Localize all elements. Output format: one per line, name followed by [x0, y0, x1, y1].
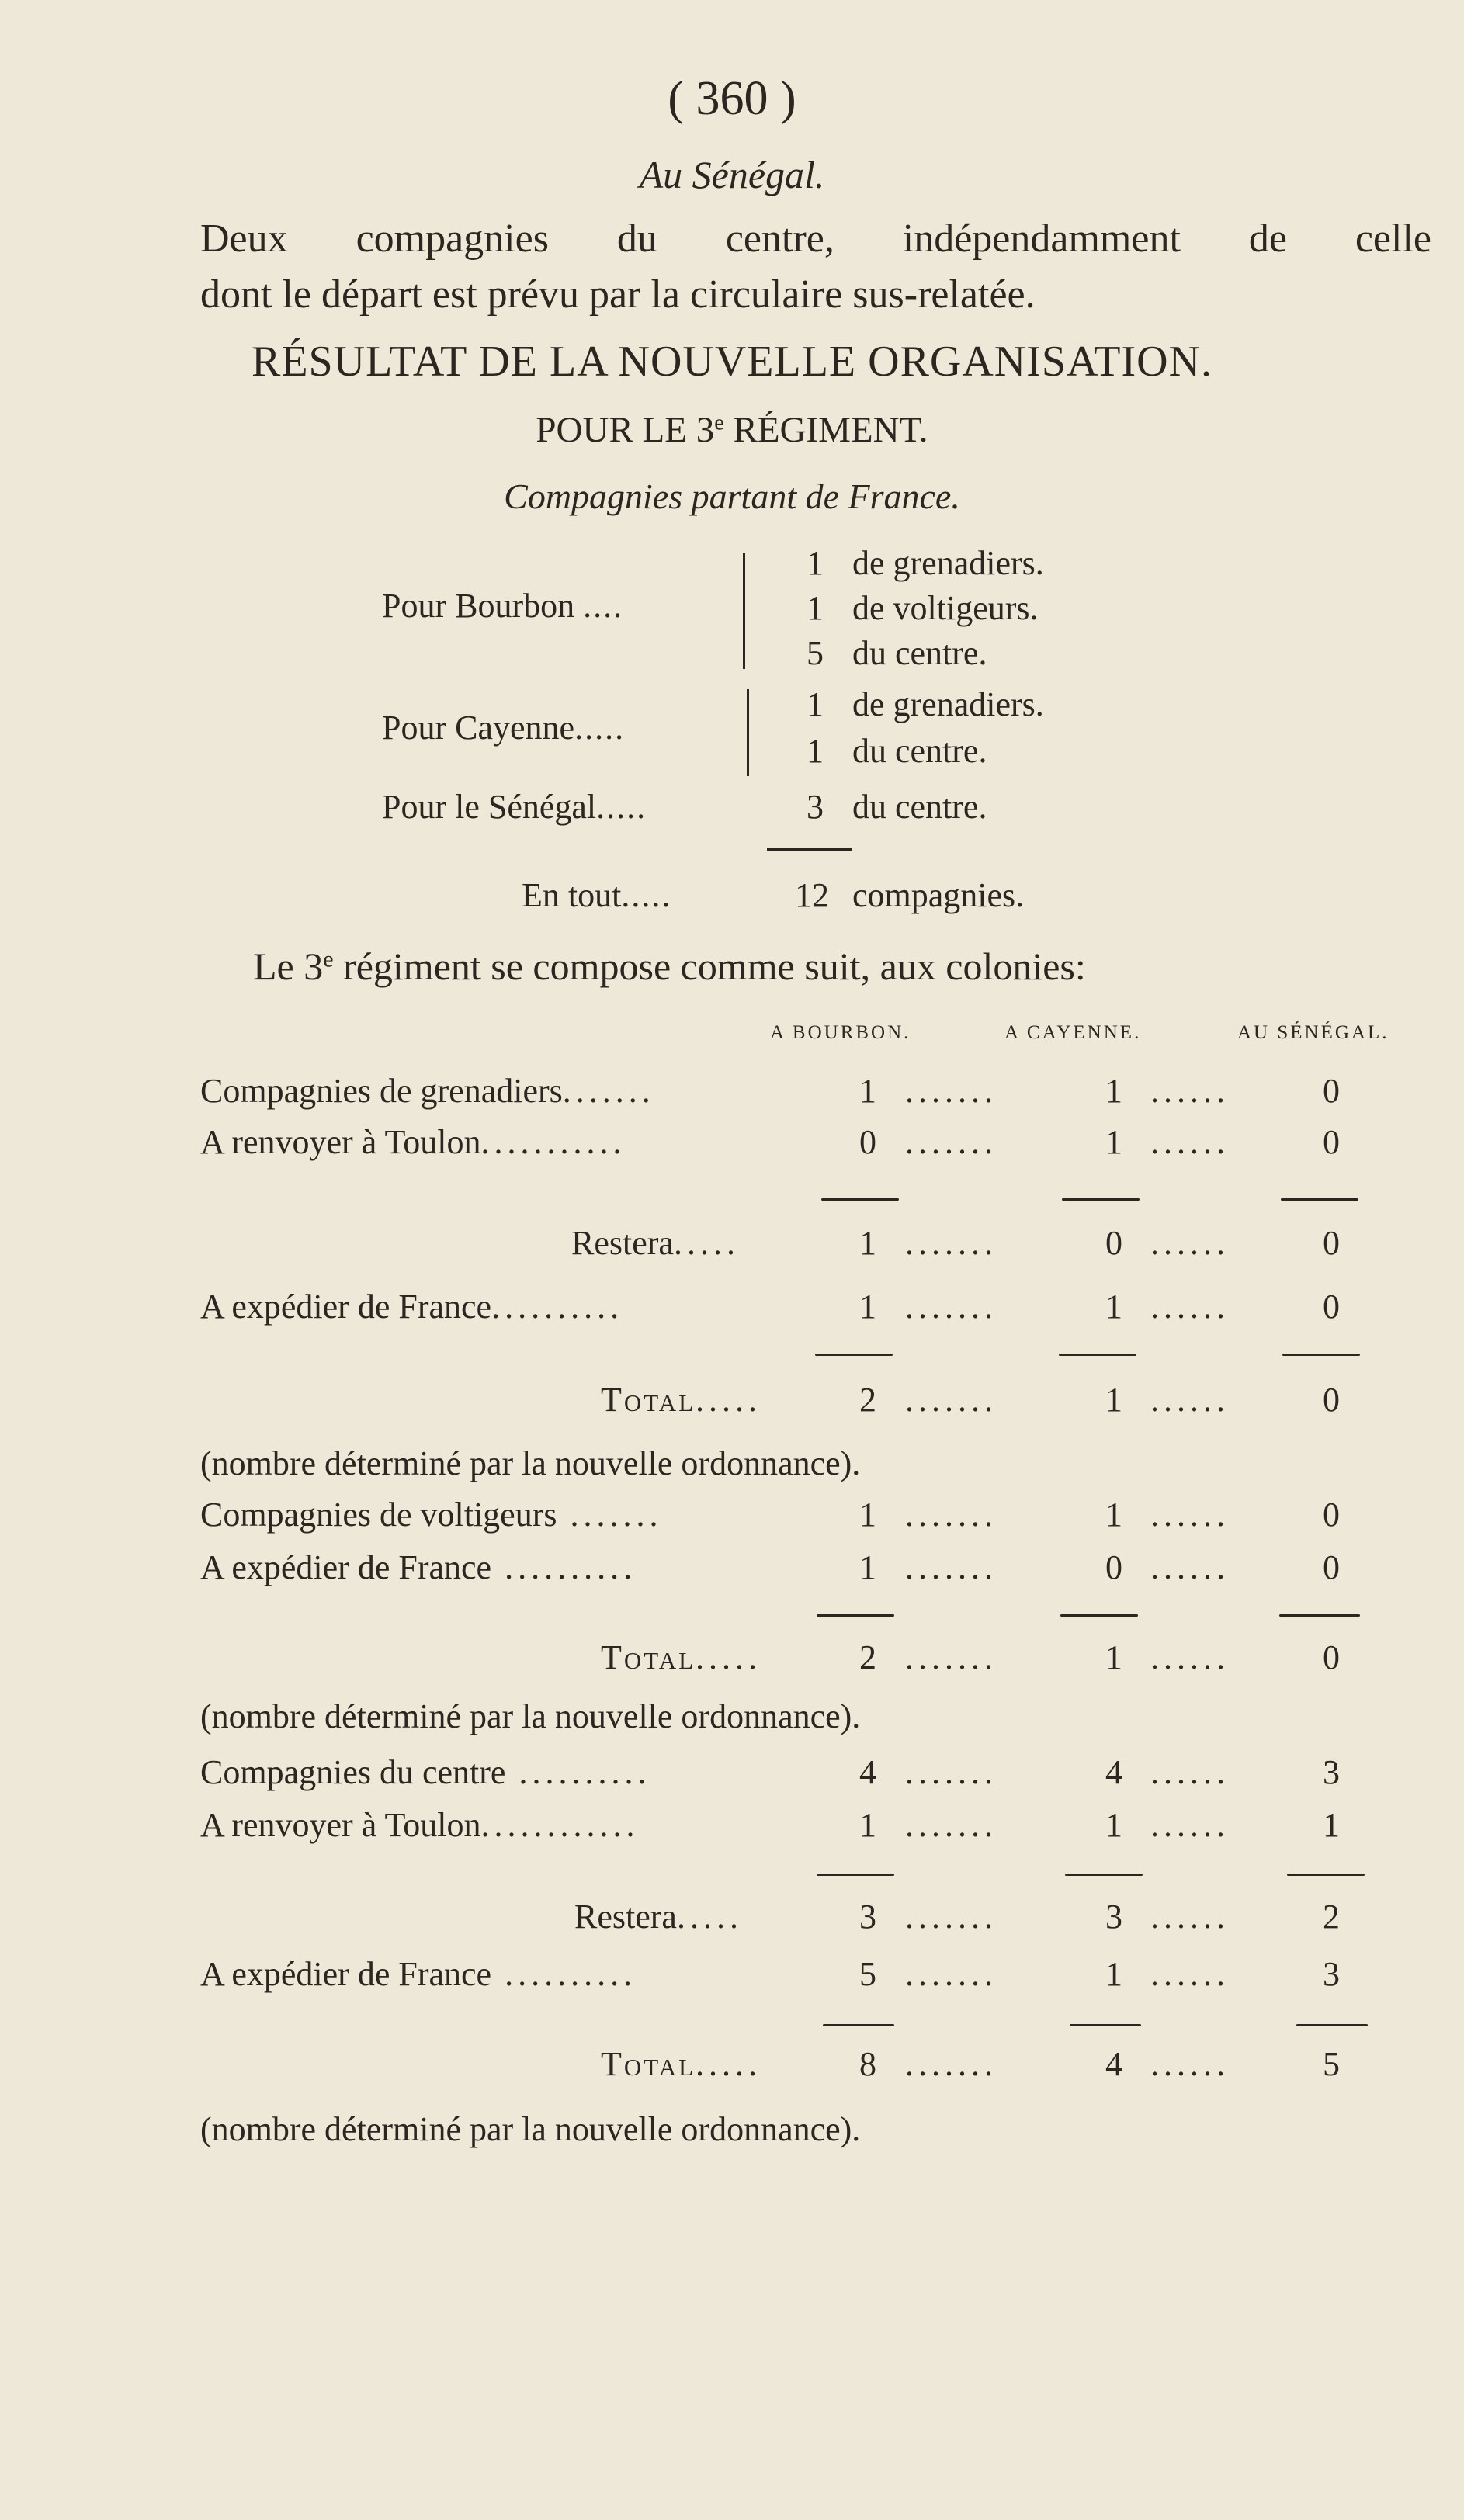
- value-cayenne: 1: [1105, 1806, 1122, 1844]
- value-bourbon: 0: [859, 1123, 876, 1161]
- value-cayenne: 4: [1105, 1753, 1122, 1791]
- departure-count: 3: [807, 788, 824, 826]
- leader-dots: ......: [1150, 1548, 1230, 1586]
- sum-rule: [1062, 1198, 1140, 1201]
- row-text: Compagnies de grenadiers: [200, 1072, 563, 1110]
- leader-dots: ......: [1150, 1381, 1230, 1419]
- leader-dots: ......: [1150, 1955, 1230, 1993]
- row-text: A expédier de France: [200, 1288, 492, 1326]
- leader-dots: .......: [905, 1806, 997, 1844]
- value-senegal: 5: [1323, 2045, 1340, 2083]
- value-cayenne: 4: [1105, 2045, 1122, 2083]
- value-senegal: 3: [1323, 1955, 1340, 1993]
- value-senegal: 2: [1323, 1898, 1340, 1936]
- sum-rule: [821, 1198, 899, 1201]
- value-bourbon: 5: [859, 1955, 876, 1993]
- intro-line-2: dont le départ est prévu par la circulaire sus-relatée.: [200, 272, 1036, 317]
- section-heading: Au Sénégal.: [639, 153, 825, 196]
- departure-type: du centre.: [852, 634, 987, 672]
- departure-type: de voltigeurs.: [852, 589, 1039, 627]
- column-header-bourbon: A BOURBON.: [770, 1022, 911, 1043]
- subtitle-prefix: POUR LE 3: [536, 410, 715, 450]
- value-senegal: 0: [1323, 1288, 1340, 1326]
- row-text: Compagnies de voltigeurs: [200, 1496, 557, 1534]
- departure-name: Pour le Sénégal: [382, 788, 597, 826]
- departure-type: du centre.: [852, 788, 987, 826]
- value-cayenne: 1: [1105, 1288, 1122, 1326]
- intro-line-1: Deux compagnies du centre, indépendamment de celle: [200, 217, 1431, 261]
- ordinance-note: (nombre déterminé par la nouvelle ordonnance).: [200, 2110, 861, 2148]
- sum-rule: [817, 1874, 894, 1876]
- leader-dots: .......: [905, 1955, 997, 1993]
- departure-type: de grenadiers.: [852, 685, 1044, 723]
- table-row-label: [200, 1805, 639, 1845]
- subtitle-suffix: RÉGIMENT.: [723, 410, 928, 450]
- column-header-senegal: AU SÉNÉGAL.: [1237, 1022, 1389, 1043]
- leader-dots: ....: [583, 587, 624, 625]
- subtitle-sup: e: [714, 411, 724, 435]
- value-bourbon: 1: [859, 1072, 876, 1110]
- value-bourbon: 4: [859, 1753, 876, 1791]
- leader-dots: .......: [905, 1288, 997, 1326]
- leader-dots: .....: [574, 709, 626, 747]
- value-bourbon: 1: [859, 1806, 876, 1844]
- table-row-label: [601, 2044, 761, 2084]
- brace: [747, 689, 760, 776]
- leader-dots: ......: [1150, 1496, 1230, 1534]
- value-cayenne: 1: [1105, 1123, 1122, 1161]
- sum-rule: [1065, 1874, 1143, 1876]
- leader-dots: .....: [673, 1224, 740, 1262]
- composition-lead: [253, 944, 1086, 989]
- departure-count: 1: [807, 732, 824, 770]
- leader-dots: ......: [1150, 1224, 1230, 1262]
- value-senegal: 0: [1323, 1496, 1340, 1534]
- leader-dots: .......: [905, 1072, 997, 1110]
- leader-dots: .....: [696, 1638, 762, 1676]
- leader-dots: .....: [696, 2045, 762, 2083]
- table-row-label: [200, 1287, 623, 1326]
- value-senegal: 0: [1323, 1072, 1340, 1110]
- table-row-label: [571, 1223, 740, 1263]
- value-bourbon: 1: [859, 1288, 876, 1326]
- departure-type: de grenadiers.: [852, 544, 1044, 582]
- table-row-label: [200, 1071, 655, 1111]
- total-all-text: En tout: [522, 876, 622, 914]
- table-row-label: [200, 1752, 650, 1792]
- value-senegal: 1: [1323, 1806, 1340, 1844]
- sum-rule: [815, 1354, 893, 1356]
- departure-name: Pour Bourbon: [382, 587, 575, 625]
- leader-dots: .......: [562, 1072, 655, 1110]
- sum-rule: [823, 2024, 894, 2026]
- departure-count: 1: [807, 589, 824, 627]
- value-cayenne: 1: [1105, 1638, 1122, 1676]
- sum-rule: [1296, 2024, 1368, 2026]
- value-senegal: 0: [1323, 1224, 1340, 1262]
- page-number: ( 360 ): [668, 72, 796, 125]
- value-bourbon: 1: [859, 1548, 876, 1586]
- table-row-label: [574, 1897, 743, 1936]
- sum-rule: [1060, 1614, 1138, 1617]
- leader-dots: ..........: [491, 1955, 637, 1993]
- lead-prefix: Le 3: [253, 945, 324, 988]
- sum-rule: [1059, 1354, 1136, 1356]
- table-row-label: [200, 1954, 637, 1994]
- leader-dots: ......: [1150, 1123, 1230, 1161]
- row-text: A expédier de France: [200, 1955, 492, 1993]
- leader-dots: ......: [1150, 2045, 1230, 2083]
- leader-dots: ......: [1150, 1072, 1230, 1110]
- departures-heading: Compagnies partant de France.: [504, 477, 960, 516]
- leader-dots: .....: [596, 788, 647, 826]
- value-bourbon: 1: [859, 1496, 876, 1534]
- leader-dots: .......: [905, 1224, 997, 1262]
- value-cayenne: 0: [1105, 1224, 1122, 1262]
- value-bourbon: 2: [859, 1381, 876, 1419]
- leader-dots: .......: [905, 1898, 997, 1936]
- leader-dots: .......: [905, 1548, 997, 1586]
- sum-rule: [817, 1614, 894, 1617]
- departure-label-senegal: [382, 787, 647, 827]
- total-all-unit: compagnies.: [852, 876, 1025, 914]
- value-bourbon: 2: [859, 1638, 876, 1676]
- row-text: Restera: [571, 1224, 674, 1262]
- value-bourbon: 3: [859, 1898, 876, 1936]
- value-bourbon: 8: [859, 2045, 876, 2083]
- leader-dots: ......: [1150, 1753, 1230, 1791]
- leader-dots: ..........: [491, 1288, 624, 1326]
- row-text: Total: [601, 1381, 696, 1419]
- value-senegal: 3: [1323, 1753, 1340, 1791]
- leader-dots: ......: [1150, 1806, 1230, 1844]
- value-cayenne: 1: [1105, 1496, 1122, 1534]
- table-row-label: [200, 1495, 663, 1534]
- sum-rule: [767, 848, 852, 851]
- row-text: Total: [601, 2045, 696, 2083]
- leader-dots: .....: [676, 1898, 743, 1936]
- leader-dots: ...........: [480, 1123, 626, 1161]
- leader-dots: ..........: [505, 1753, 651, 1791]
- value-cayenne: 3: [1105, 1898, 1122, 1936]
- leader-dots: ............: [480, 1806, 640, 1844]
- value-cayenne: 1: [1105, 1955, 1122, 1993]
- sum-rule: [1279, 1614, 1360, 1617]
- value-cayenne: 0: [1105, 1548, 1122, 1586]
- value-bourbon: 1: [859, 1224, 876, 1262]
- departure-count: 1: [807, 685, 824, 723]
- page-title: RÉSULTAT DE LA NOUVELLE ORGANISATION.: [251, 338, 1213, 386]
- leader-dots: .......: [905, 1638, 997, 1676]
- value-senegal: 0: [1323, 1638, 1340, 1676]
- departure-name: Pour Cayenne: [382, 709, 575, 747]
- total-all-count: 12: [795, 876, 829, 914]
- departure-type: du centre.: [852, 732, 987, 770]
- departure-label-bourbon: [382, 586, 623, 626]
- brace: [743, 553, 756, 669]
- leader-dots: ..........: [491, 1548, 637, 1586]
- value-cayenne: 1: [1105, 1381, 1122, 1419]
- leader-dots: .......: [905, 1496, 997, 1534]
- table-row-label: [200, 1122, 626, 1162]
- leader-dots: .....: [621, 876, 672, 914]
- leader-dots: .......: [905, 1381, 997, 1419]
- leader-dots: ......: [1150, 1288, 1230, 1326]
- row-text: Total: [601, 1638, 696, 1676]
- table-row-label: [601, 1380, 761, 1419]
- value-senegal: 0: [1323, 1123, 1340, 1161]
- departure-label-cayenne: [382, 708, 625, 747]
- row-text: Restera: [574, 1898, 677, 1936]
- leader-dots: ......: [1150, 1638, 1230, 1676]
- lead-suffix: régiment se compose comme suit, aux colonies:: [333, 945, 1086, 988]
- departure-count: 5: [807, 634, 824, 672]
- sum-rule: [1282, 1354, 1360, 1356]
- leader-dots: .......: [557, 1496, 663, 1534]
- row-text: A expédier de France: [200, 1548, 492, 1586]
- leader-dots: .....: [696, 1381, 762, 1419]
- sum-rule: [1070, 2024, 1141, 2026]
- row-text: A renvoyer à Toulon: [200, 1806, 481, 1844]
- table-row-label: [601, 1638, 761, 1677]
- ordinance-note: (nombre déterminé par la nouvelle ordonnance).: [200, 1444, 861, 1482]
- leader-dots: .......: [905, 1753, 997, 1791]
- value-senegal: 0: [1323, 1381, 1340, 1419]
- regiment-subtitle: [0, 409, 1464, 451]
- row-text: Compagnies du centre: [200, 1753, 506, 1791]
- table-row-label: [200, 1548, 637, 1587]
- row-text: A renvoyer à Toulon: [200, 1123, 481, 1161]
- total-all-label: [522, 875, 671, 915]
- leader-dots: .......: [905, 1123, 997, 1161]
- ordinance-note: (nombre déterminé par la nouvelle ordonnance).: [200, 1697, 861, 1735]
- leader-dots: .......: [905, 2045, 997, 2083]
- column-header-cayenne: A CAYENNE.: [1004, 1022, 1142, 1043]
- value-cayenne: 1: [1105, 1072, 1122, 1110]
- departure-count: 1: [807, 544, 824, 582]
- sum-rule: [1287, 1874, 1365, 1876]
- leader-dots: ......: [1150, 1898, 1230, 1936]
- lead-sup: e: [323, 946, 334, 972]
- sum-rule: [1281, 1198, 1358, 1201]
- value-senegal: 0: [1323, 1548, 1340, 1586]
